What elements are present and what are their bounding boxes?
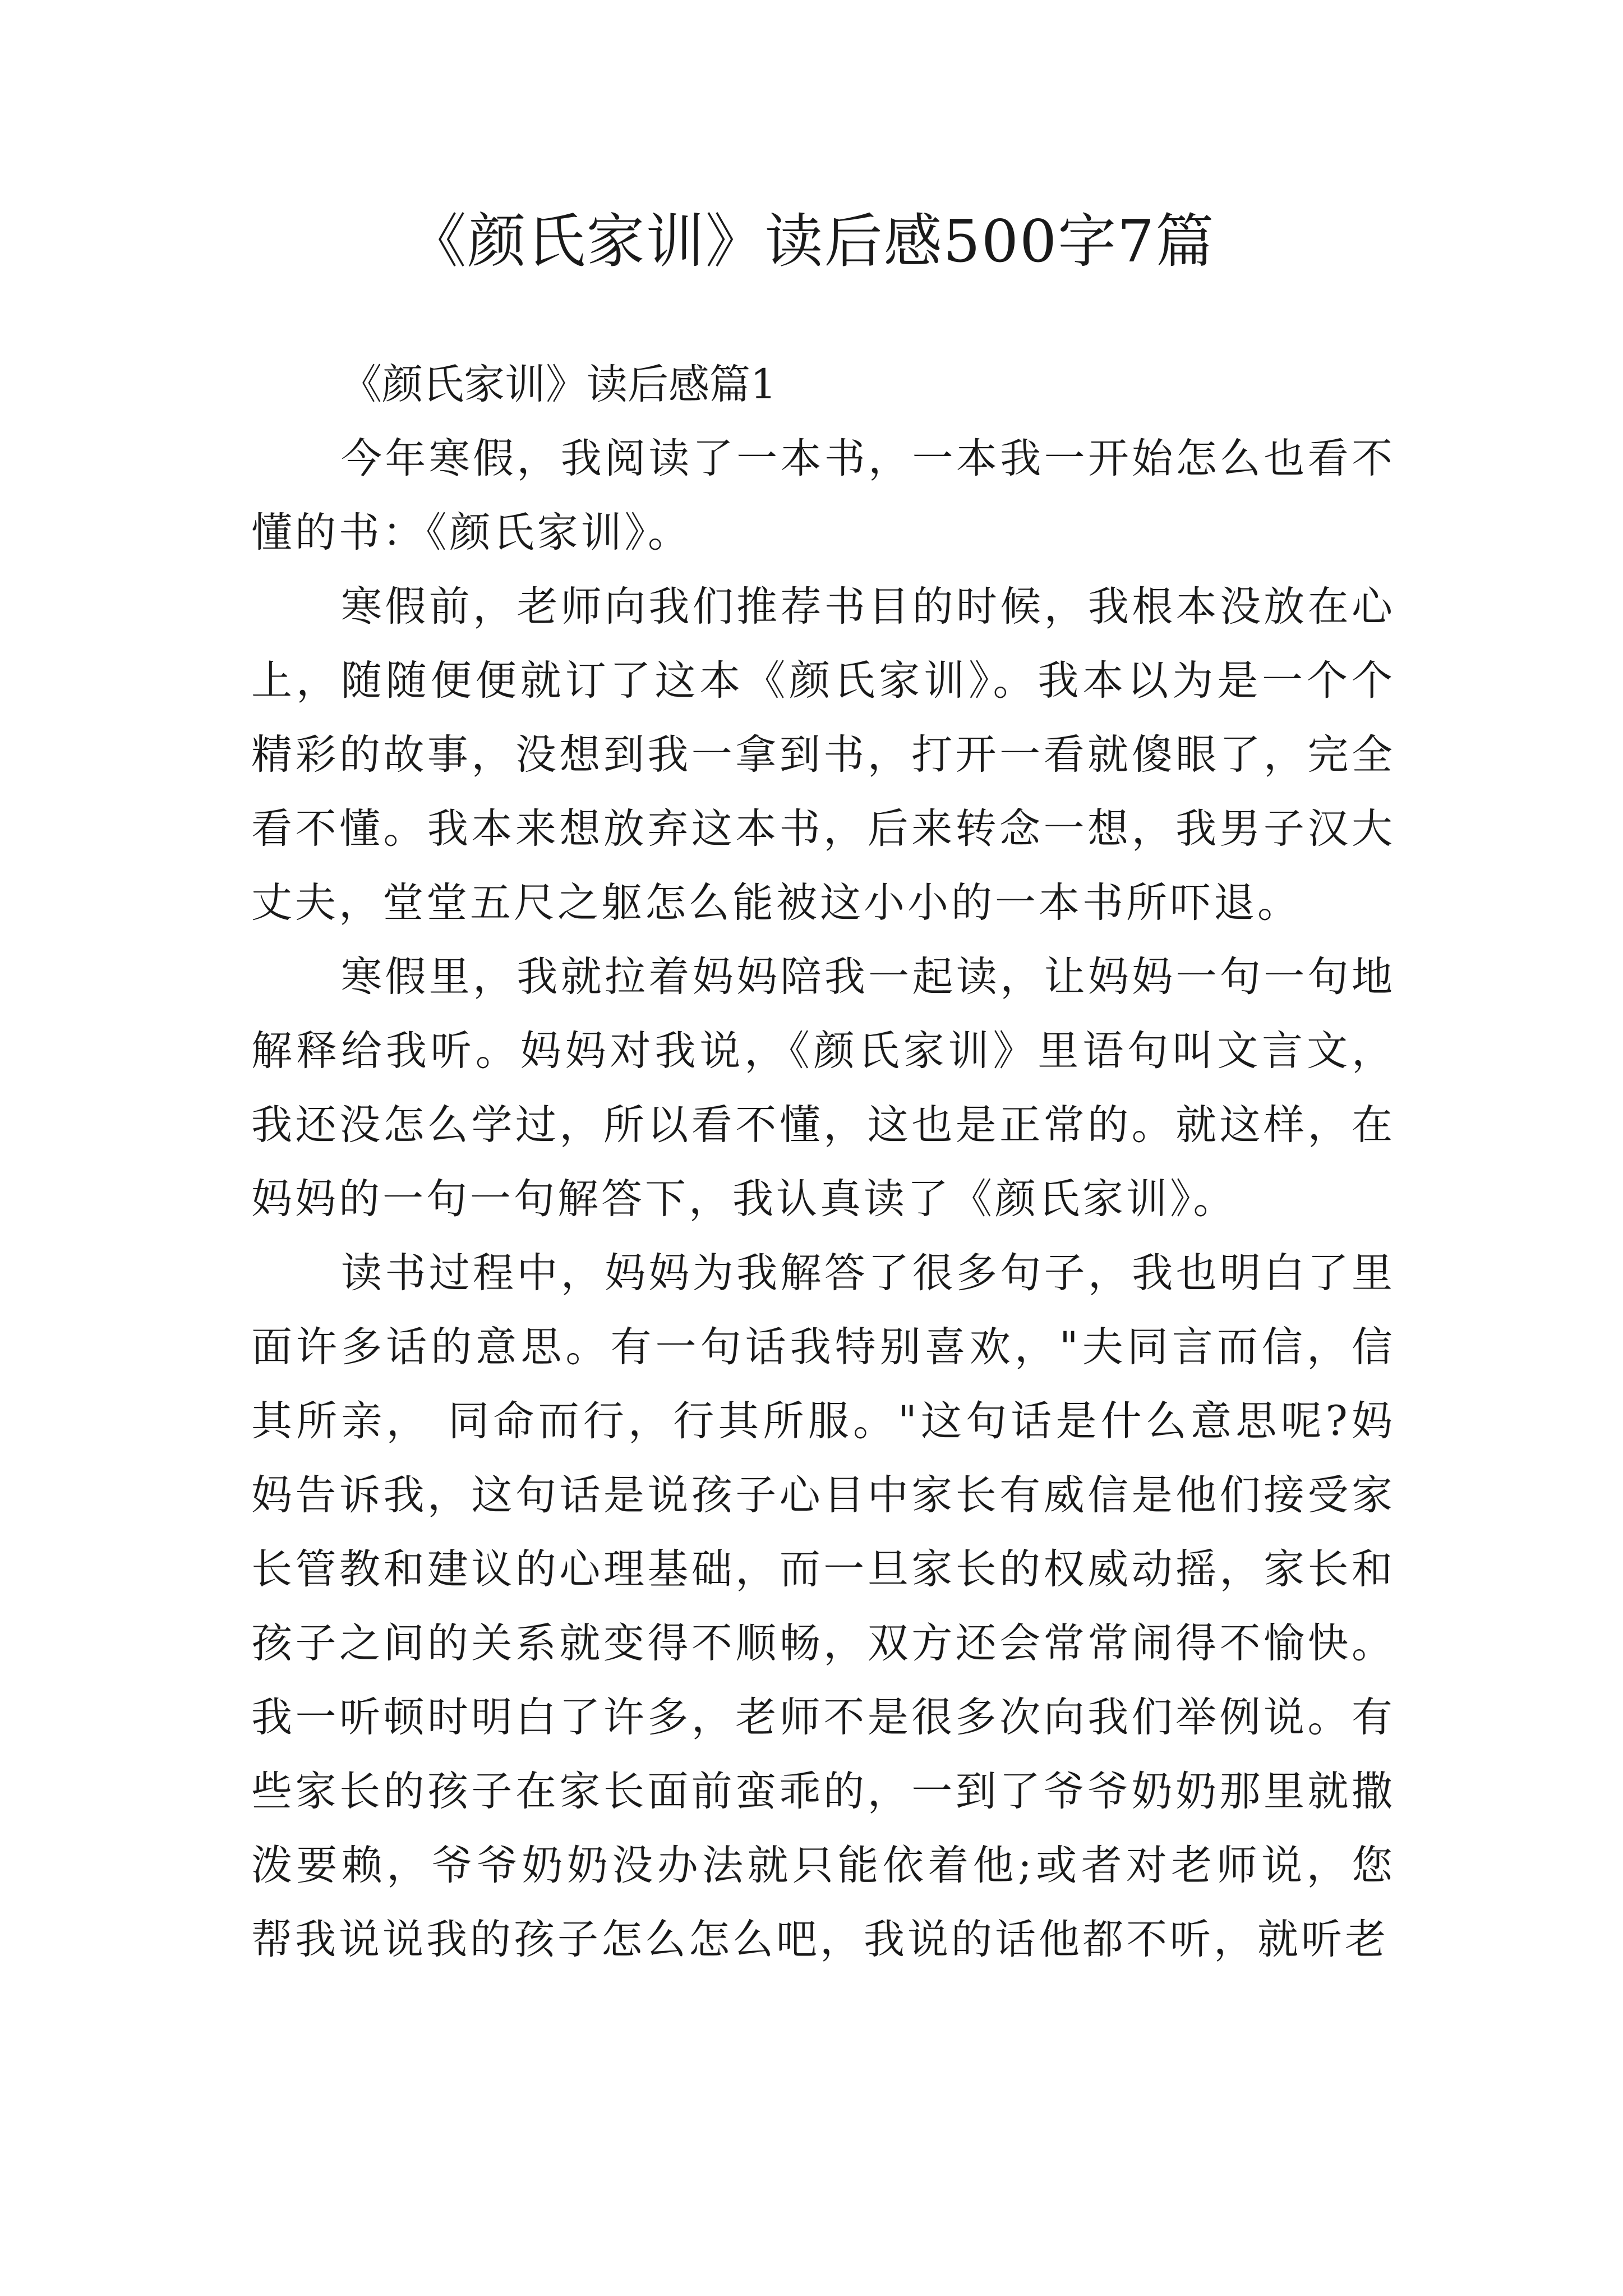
paragraph-2: 寒假前，老师向我们推荐书目的时候，我根本没放在心上，随随便便就订了这本《颜氏家训》。我本以为是一个个精彩的故事，没想到我一拿到书，打开一看就傻眼了，完全看不懂。我本来想放弃这本书，后来转念一想，我男子汉大丈夫，堂堂五尺之躯怎么能被这小小的一本书所吓退。 bbox=[251, 583, 1395, 927]
document-title: 《颜氏家训》读后感500字7篇 bbox=[408, 207, 1215, 275]
paragraph-3: 寒假里，我就拉着妈妈陪我一起读，让妈妈一句一句地解释给我听。妈妈对我说，《颜氏家训》里语句叫文言文，我还没怎么学过，所以看不懂，这也是正常的。就这样，在妈妈的一句一句解答下，我认真读了《颜氏家训》。 bbox=[251, 953, 1395, 1223]
paragraph-4: 读书过程中，妈妈为我解答了很多句子，我也明白了里面许多话的意思。有一句话我特别喜欢，"夫同言而信，信其所亲， 同命而行，行其所服。"这句话是什么意思呢?妈妈告诉我，这句话是说孩子心目中家长有威信是他们接受家长管教和建议的心理基础，而一旦家长的权威动摇，家长和孩子之间的关系就变得不顺畅，双方还会常常闹得不愉快。我一听顿时明白了许多，老师不是很多次向我们举例说。有些家长的孩子在家长面前蛮乖的，一到了爷爷奶奶那里就撒泼要赖，爷爷奶奶没办法就只能依着他;或者对老师说，您帮我说说我的孩子怎么怎么吧，我说的话他都不听，就听老 bbox=[251, 1249, 1395, 1963]
document-body bbox=[251, 348, 1395, 1977]
section-heading: 《颜氏家训》读后感篇1 bbox=[341, 361, 777, 408]
paragraph-1: 今年寒假，我阅读了一本书，一本我一开始怎么也看不懂的书：《颜氏家训》。 bbox=[251, 435, 1395, 556]
